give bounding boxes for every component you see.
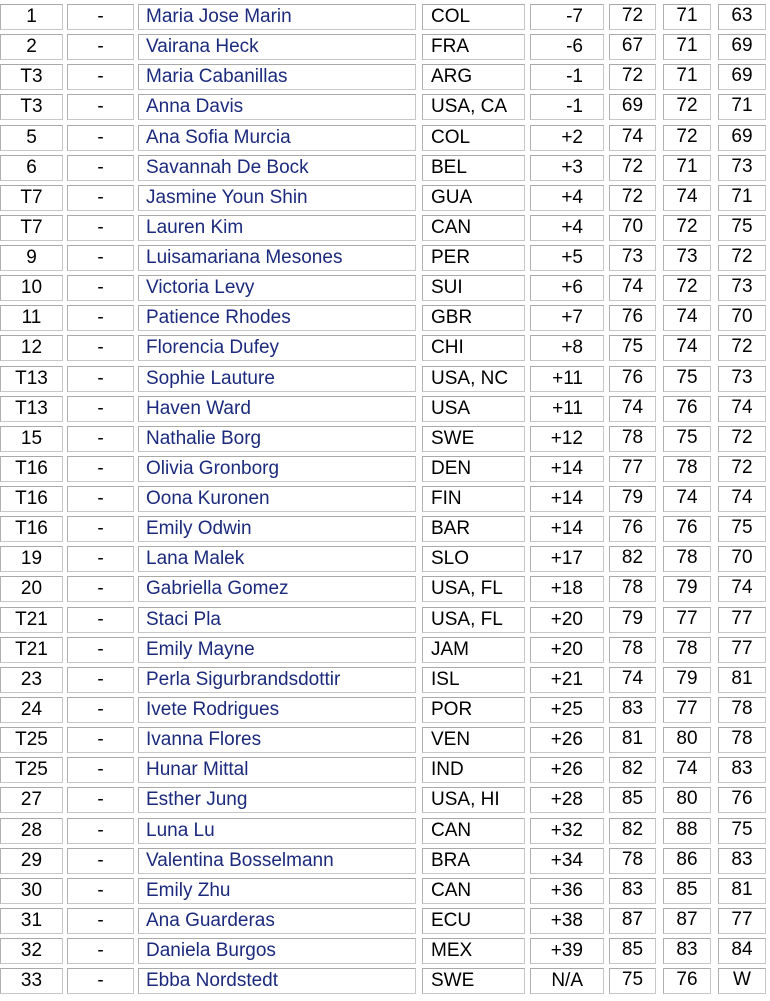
- position-cell: 15: [0, 426, 63, 452]
- table-row: [0, 697, 770, 727]
- table-row: [0, 456, 770, 486]
- player-name-link[interactable]: Florencia Dufey: [138, 335, 416, 361]
- table-row: [0, 305, 770, 335]
- position-cell: 1: [0, 4, 63, 30]
- round-2-score: 78: [663, 637, 711, 663]
- round-2-score: 74: [663, 335, 711, 361]
- round-2-score: 75: [663, 426, 711, 452]
- to-par-cell: +7: [530, 305, 604, 331]
- table-row: [0, 335, 770, 365]
- round-3-score: 72: [718, 245, 766, 271]
- movement-cell: -: [67, 335, 134, 361]
- to-par-cell: +12: [530, 426, 604, 452]
- table-row: [0, 787, 770, 817]
- country-cell: GUA: [422, 185, 525, 211]
- movement-cell: -: [67, 94, 134, 120]
- round-1-score: 85: [609, 787, 656, 813]
- round-2-score: 76: [663, 968, 711, 994]
- country-cell: VEN: [422, 727, 525, 753]
- round-2-score: 77: [663, 607, 711, 633]
- to-par-cell: +14: [530, 516, 604, 542]
- player-name-link[interactable]: Ana Sofia Murcia: [138, 125, 416, 151]
- round-3-score: 74: [718, 486, 766, 512]
- movement-cell: -: [67, 366, 134, 392]
- round-3-score: 77: [718, 637, 766, 663]
- to-par-cell: +8: [530, 335, 604, 361]
- country-cell: FIN: [422, 486, 525, 512]
- to-par-cell: +34: [530, 848, 604, 874]
- position-cell: 2: [0, 34, 63, 60]
- movement-cell: -: [67, 456, 134, 482]
- to-par-cell: +28: [530, 787, 604, 813]
- round-2-score: 77: [663, 697, 711, 723]
- to-par-cell: -7: [530, 4, 604, 30]
- player-name-link[interactable]: Hunar Mittal: [138, 757, 416, 783]
- to-par-cell: +17: [530, 546, 604, 572]
- round-3-score: 71: [718, 185, 766, 211]
- country-cell: MEX: [422, 938, 525, 964]
- to-par-cell: +3: [530, 155, 604, 181]
- player-name-link[interactable]: Anna Davis: [138, 94, 416, 120]
- table-row: [0, 848, 770, 878]
- round-2-score: 72: [663, 275, 711, 301]
- movement-cell: -: [67, 878, 134, 904]
- country-cell: GBR: [422, 305, 525, 331]
- round-3-score: 78: [718, 727, 766, 753]
- table-row: [0, 757, 770, 787]
- table-row: [0, 938, 770, 968]
- table-row: [0, 908, 770, 938]
- table-row: [0, 426, 770, 456]
- table-row: [0, 727, 770, 757]
- country-cell: SWE: [422, 968, 525, 994]
- movement-cell: -: [67, 185, 134, 211]
- round-2-score: 71: [663, 34, 711, 60]
- player-name-link[interactable]: Emily Odwin: [138, 516, 416, 542]
- player-name-link[interactable]: Haven Ward: [138, 396, 416, 422]
- round-3-score: 81: [718, 878, 766, 904]
- round-1-score: 82: [609, 818, 656, 844]
- to-par-cell: -1: [530, 64, 604, 90]
- round-2-score: 86: [663, 848, 711, 874]
- table-row: [0, 125, 770, 155]
- round-1-score: 74: [609, 275, 656, 301]
- position-cell: 24: [0, 697, 63, 723]
- player-name-link[interactable]: Ivete Rodrigues: [138, 697, 416, 723]
- round-1-score: 76: [609, 516, 656, 542]
- table-row: [0, 667, 770, 697]
- movement-cell: -: [67, 908, 134, 934]
- movement-cell: -: [67, 637, 134, 663]
- position-cell: T7: [0, 185, 63, 211]
- table-row: [0, 818, 770, 848]
- country-cell: SUI: [422, 275, 525, 301]
- round-1-score: 76: [609, 305, 656, 331]
- round-3-score: 73: [718, 155, 766, 181]
- movement-cell: -: [67, 516, 134, 542]
- country-cell: BEL: [422, 155, 525, 181]
- table-row: [0, 878, 770, 908]
- player-name-link[interactable]: Ebba Nordstedt: [138, 968, 416, 994]
- round-2-score: 76: [663, 396, 711, 422]
- round-1-score: 72: [609, 64, 656, 90]
- position-cell: 31: [0, 908, 63, 934]
- movement-cell: -: [67, 4, 134, 30]
- round-3-score: 78: [718, 697, 766, 723]
- round-3-score: 74: [718, 396, 766, 422]
- country-cell: ISL: [422, 667, 525, 693]
- to-par-cell: +25: [530, 697, 604, 723]
- round-1-score: 72: [609, 155, 656, 181]
- round-2-score: 73: [663, 245, 711, 271]
- round-1-score: 72: [609, 4, 656, 30]
- round-2-score: 72: [663, 94, 711, 120]
- round-1-score: 81: [609, 727, 656, 753]
- country-cell: USA, FL: [422, 576, 525, 602]
- to-par-cell: +18: [530, 576, 604, 602]
- round-3-score: 72: [718, 335, 766, 361]
- player-name-link[interactable]: Ivanna Flores: [138, 727, 416, 753]
- to-par-cell: +20: [530, 637, 604, 663]
- position-cell: 10: [0, 275, 63, 301]
- round-3-score: 83: [718, 757, 766, 783]
- to-par-cell: +2: [530, 125, 604, 151]
- round-2-score: 71: [663, 155, 711, 181]
- round-2-score: 79: [663, 667, 711, 693]
- player-name-link[interactable]: Savannah De Bock: [138, 155, 416, 181]
- table-row: [0, 64, 770, 94]
- player-name-link[interactable]: Gabriella Gomez: [138, 576, 416, 602]
- movement-cell: -: [67, 155, 134, 181]
- round-2-score: 74: [663, 185, 711, 211]
- round-3-score: 76: [718, 787, 766, 813]
- round-2-score: 74: [663, 305, 711, 331]
- to-par-cell: +38: [530, 908, 604, 934]
- to-par-cell: +14: [530, 456, 604, 482]
- round-3-score: 75: [718, 818, 766, 844]
- player-name-link[interactable]: Jasmine Youn Shin: [138, 185, 416, 211]
- position-cell: T25: [0, 757, 63, 783]
- movement-cell: -: [67, 426, 134, 452]
- movement-cell: -: [67, 848, 134, 874]
- round-2-score: 75: [663, 366, 711, 392]
- round-1-score: 87: [609, 908, 656, 934]
- round-1-score: 74: [609, 667, 656, 693]
- position-cell: T3: [0, 64, 63, 90]
- position-cell: 9: [0, 245, 63, 271]
- player-name-link[interactable]: Patience Rhodes: [138, 305, 416, 331]
- to-par-cell: +4: [530, 185, 604, 211]
- country-cell: COL: [422, 4, 525, 30]
- position-cell: T7: [0, 215, 63, 241]
- round-3-score: 63: [718, 4, 766, 30]
- round-1-score: 78: [609, 426, 656, 452]
- to-par-cell: -1: [530, 94, 604, 120]
- to-par-cell: +26: [530, 727, 604, 753]
- movement-cell: -: [67, 396, 134, 422]
- player-name-link[interactable]: Nathalie Borg: [138, 426, 416, 452]
- country-cell: BRA: [422, 848, 525, 874]
- country-cell: USA, CA: [422, 94, 525, 120]
- round-2-score: 74: [663, 486, 711, 512]
- round-3-score: 77: [718, 607, 766, 633]
- round-1-score: 69: [609, 94, 656, 120]
- round-3-score: 69: [718, 34, 766, 60]
- player-name-link[interactable]: Luna Lu: [138, 818, 416, 844]
- round-2-score: 80: [663, 727, 711, 753]
- player-name-link[interactable]: Esther Jung: [138, 787, 416, 813]
- player-name-link[interactable]: Staci Pla: [138, 607, 416, 633]
- country-cell: POR: [422, 697, 525, 723]
- round-1-score: 75: [609, 335, 656, 361]
- country-cell: CAN: [422, 215, 525, 241]
- table-row: [0, 155, 770, 185]
- round-1-score: 78: [609, 848, 656, 874]
- round-3-score: 73: [718, 275, 766, 301]
- round-3-score: 72: [718, 456, 766, 482]
- player-name-link[interactable]: Lauren Kim: [138, 215, 416, 241]
- position-cell: 5: [0, 125, 63, 151]
- table-row: [0, 516, 770, 546]
- round-3-score: 70: [718, 546, 766, 572]
- country-cell: CAN: [422, 878, 525, 904]
- country-cell: USA, FL: [422, 607, 525, 633]
- round-2-score: 87: [663, 908, 711, 934]
- player-name-link[interactable]: Perla Sigurbrandsdottir: [138, 667, 416, 693]
- round-1-score: 79: [609, 607, 656, 633]
- round-3-score: 77: [718, 908, 766, 934]
- position-cell: T21: [0, 637, 63, 663]
- round-3-score: W: [718, 968, 766, 994]
- round-3-score: 71: [718, 94, 766, 120]
- round-2-score: 88: [663, 818, 711, 844]
- country-cell: SLO: [422, 546, 525, 572]
- round-1-score: 83: [609, 878, 656, 904]
- position-cell: T21: [0, 607, 63, 633]
- round-3-score: 75: [718, 215, 766, 241]
- round-2-score: 83: [663, 938, 711, 964]
- round-2-score: 72: [663, 215, 711, 241]
- country-cell: BAR: [422, 516, 525, 542]
- table-row: [0, 245, 770, 275]
- position-cell: 23: [0, 667, 63, 693]
- table-row: [0, 185, 770, 215]
- movement-cell: -: [67, 64, 134, 90]
- to-par-cell: +20: [530, 607, 604, 633]
- movement-cell: -: [67, 938, 134, 964]
- round-1-score: 74: [609, 125, 656, 151]
- position-cell: T13: [0, 366, 63, 392]
- round-3-score: 69: [718, 125, 766, 151]
- position-cell: 29: [0, 848, 63, 874]
- round-2-score: 71: [663, 64, 711, 90]
- round-2-score: 72: [663, 125, 711, 151]
- to-par-cell: +32: [530, 818, 604, 844]
- to-par-cell: N/A: [530, 968, 604, 994]
- position-cell: 32: [0, 938, 63, 964]
- round-1-score: 77: [609, 456, 656, 482]
- position-cell: 27: [0, 787, 63, 813]
- player-name-link[interactable]: Maria Jose Marin: [138, 4, 416, 30]
- round-1-score: 85: [609, 938, 656, 964]
- position-cell: 33: [0, 968, 63, 994]
- table-row: [0, 396, 770, 426]
- to-par-cell: +5: [530, 245, 604, 271]
- country-cell: USA, HI: [422, 787, 525, 813]
- round-1-score: 82: [609, 546, 656, 572]
- country-cell: PER: [422, 245, 525, 271]
- movement-cell: -: [67, 787, 134, 813]
- table-row: [0, 546, 770, 576]
- player-name-link[interactable]: Emily Zhu: [138, 878, 416, 904]
- position-cell: T16: [0, 516, 63, 542]
- movement-cell: -: [67, 275, 134, 301]
- round-1-score: 70: [609, 215, 656, 241]
- country-cell: USA, NC: [422, 366, 525, 392]
- round-3-score: 75: [718, 516, 766, 542]
- round-1-score: 79: [609, 486, 656, 512]
- country-cell: ARG: [422, 64, 525, 90]
- round-1-score: 82: [609, 757, 656, 783]
- round-2-score: 76: [663, 516, 711, 542]
- round-1-score: 74: [609, 396, 656, 422]
- to-par-cell: +11: [530, 366, 604, 392]
- round-1-score: 83: [609, 697, 656, 723]
- round-3-score: 81: [718, 667, 766, 693]
- round-2-score: 78: [663, 456, 711, 482]
- player-name-link[interactable]: Victoria Levy: [138, 275, 416, 301]
- round-2-score: 74: [663, 757, 711, 783]
- movement-cell: -: [67, 486, 134, 512]
- position-cell: 12: [0, 335, 63, 361]
- position-cell: 20: [0, 576, 63, 602]
- player-name-link[interactable]: Maria Cabanillas: [138, 64, 416, 90]
- round-1-score: 75: [609, 968, 656, 994]
- round-1-score: 76: [609, 366, 656, 392]
- round-1-score: 78: [609, 576, 656, 602]
- to-par-cell: +39: [530, 938, 604, 964]
- table-row: [0, 637, 770, 667]
- player-name-link[interactable]: Luisamariana Mesones: [138, 245, 416, 271]
- round-3-score: 73: [718, 366, 766, 392]
- movement-cell: -: [67, 697, 134, 723]
- position-cell: 11: [0, 305, 63, 331]
- round-2-score: 80: [663, 787, 711, 813]
- round-2-score: 85: [663, 878, 711, 904]
- country-cell: USA: [422, 396, 525, 422]
- round-1-score: 72: [609, 185, 656, 211]
- movement-cell: -: [67, 667, 134, 693]
- table-row: [0, 4, 770, 34]
- round-3-score: 70: [718, 305, 766, 331]
- round-3-score: 83: [718, 848, 766, 874]
- position-cell: T13: [0, 396, 63, 422]
- movement-cell: -: [67, 576, 134, 602]
- player-name-link[interactable]: Olivia Gronborg: [138, 456, 416, 482]
- country-cell: ECU: [422, 908, 525, 934]
- to-par-cell: +11: [530, 396, 604, 422]
- table-row: [0, 486, 770, 516]
- movement-cell: -: [67, 968, 134, 994]
- player-name-link[interactable]: Oona Kuronen: [138, 486, 416, 512]
- table-row: [0, 576, 770, 606]
- movement-cell: -: [67, 818, 134, 844]
- round-1-score: 67: [609, 34, 656, 60]
- round-3-score: 74: [718, 576, 766, 602]
- position-cell: 28: [0, 818, 63, 844]
- movement-cell: -: [67, 757, 134, 783]
- country-cell: COL: [422, 125, 525, 151]
- position-cell: T16: [0, 456, 63, 482]
- movement-cell: -: [67, 305, 134, 331]
- position-cell: 19: [0, 546, 63, 572]
- movement-cell: -: [67, 607, 134, 633]
- country-cell: FRA: [422, 34, 525, 60]
- country-cell: CHI: [422, 335, 525, 361]
- position-cell: T3: [0, 94, 63, 120]
- player-name-link[interactable]: Ana Guarderas: [138, 908, 416, 934]
- movement-cell: -: [67, 34, 134, 60]
- position-cell: T16: [0, 486, 63, 512]
- country-cell: JAM: [422, 637, 525, 663]
- table-row: [0, 968, 770, 998]
- movement-cell: -: [67, 215, 134, 241]
- country-cell: CAN: [422, 818, 525, 844]
- position-cell: 6: [0, 155, 63, 181]
- to-par-cell: +36: [530, 878, 604, 904]
- table-row: [0, 275, 770, 305]
- position-cell: 30: [0, 878, 63, 904]
- movement-cell: -: [67, 245, 134, 271]
- round-2-score: 79: [663, 576, 711, 602]
- player-name-link[interactable]: Sophie Lauture: [138, 366, 416, 392]
- table-row: [0, 94, 770, 124]
- to-par-cell: +26: [530, 757, 604, 783]
- table-row: [0, 607, 770, 637]
- round-2-score: 71: [663, 4, 711, 30]
- round-3-score: 69: [718, 64, 766, 90]
- round-1-score: 73: [609, 245, 656, 271]
- table-row: [0, 34, 770, 64]
- table-row: [0, 215, 770, 245]
- country-cell: IND: [422, 757, 525, 783]
- round-2-score: 78: [663, 546, 711, 572]
- player-name-link[interactable]: Valentina Bosselmann: [138, 848, 416, 874]
- round-1-score: 78: [609, 637, 656, 663]
- to-par-cell: +4: [530, 215, 604, 241]
- position-cell: T25: [0, 727, 63, 753]
- round-3-score: 72: [718, 426, 766, 452]
- to-par-cell: +6: [530, 275, 604, 301]
- movement-cell: -: [67, 546, 134, 572]
- movement-cell: -: [67, 125, 134, 151]
- player-name-link[interactable]: Vairana Heck: [138, 34, 416, 60]
- player-name-link[interactable]: Lana Malek: [138, 546, 416, 572]
- to-par-cell: +14: [530, 486, 604, 512]
- movement-cell: -: [67, 727, 134, 753]
- player-name-link[interactable]: Daniela Burgos: [138, 938, 416, 964]
- round-3-score: 84: [718, 938, 766, 964]
- player-name-link[interactable]: Emily Mayne: [138, 637, 416, 663]
- to-par-cell: +21: [530, 667, 604, 693]
- country-cell: SWE: [422, 426, 525, 452]
- to-par-cell: -6: [530, 34, 604, 60]
- table-row: [0, 366, 770, 396]
- country-cell: DEN: [422, 456, 525, 482]
